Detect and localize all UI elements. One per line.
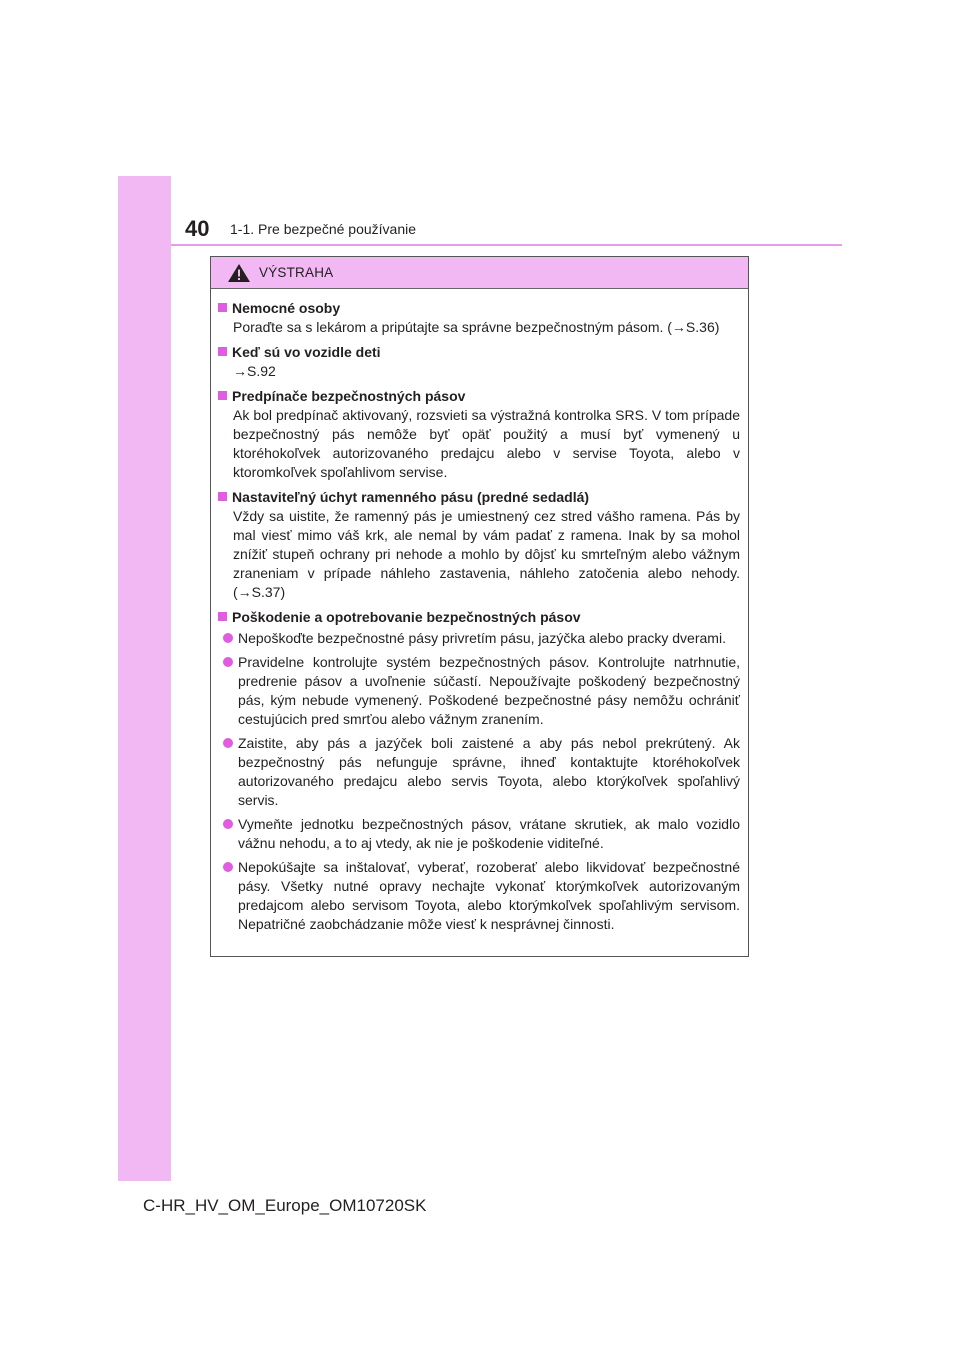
item-heading: Keď sú vo vozidle deti xyxy=(232,344,381,360)
list-item-text: Nepokúšajte sa inštalovať, vyberať, rozoberať alebo likvidovať bezpečnostné pásy. Všetky nutné opravy nechajte vykonať ktorýmkoľvek autorizovaným predajcom alebo servisom Toyota, alebo ktorýmkoľvek spoľahlivým servisom. Nepatričné zaobchádzanie môže viesť k nesprávnej činnosti. xyxy=(238,859,740,932)
section-title: 1-1. Pre bezpečné používanie xyxy=(230,221,417,237)
item-heading: Nemocné osoby xyxy=(232,300,341,316)
item-text: Poraďte sa s lekárom a pripútajte sa správne bezpečnostným pásom. (→S.36) xyxy=(233,319,720,335)
document-code: C-HR_HV_OM_Europe_OM10720SK xyxy=(143,1196,427,1215)
bullet-list xyxy=(218,629,740,934)
warning-item-pretensioners xyxy=(218,387,740,482)
square-bullet-icon xyxy=(218,492,227,501)
item-heading: Nastaviteľný úchyt ramenného pásu (predné sedadlá) xyxy=(232,489,590,505)
item-text: Ak bol predpínač aktivovaný, rozsvieti sa výstražná kontrolka SRS. V tom prípade bezpečnostný pás nemôže byť opäť použitý a musí byť vymenený u ktoréhokoľvek autorizovaného predajcu alebo v servise Toyota, alebo v ktoromkoľvek spoľahlivom servise. xyxy=(233,407,740,480)
list-item-text: Vymeňte jednotku bezpečnostných pásov, vrátane skrutiek, ak malo vozidlo vážnu nehodu, a to aj vtedy, ak nie je poškodenie viditeľné. xyxy=(238,816,740,851)
square-bullet-icon xyxy=(218,612,227,621)
chapter-sidebar-tab xyxy=(118,176,171,1181)
warning-item-sick-persons xyxy=(218,299,740,337)
round-bullet-icon xyxy=(223,819,233,829)
item-text: Vždy sa uistite, že ramenný pás je umiestnený cez stred vášho ramena. Pás by mal viesť mimo váš krk, ale nemal by vám padať z ramena. Inak by sa mohol znížiť stupeň ochrany pri nehode a mohlo by dôjsť ku smrteľným alebo vážnym zraneniam v prípade náhleho zastavenia, náhleho zatočenia alebo nehody. (→S.37) xyxy=(233,508,740,600)
warning-header xyxy=(211,257,748,289)
round-bullet-icon xyxy=(223,633,233,643)
warning-item-belt-damage xyxy=(218,608,740,934)
warning-box xyxy=(210,256,749,957)
list-item-text: Zaistite, aby pás a jazýček boli zaistené a aby pás nebol prekrútený. Ak bezpečnostný pás nefunguje správne, ihneď kontaktujte ktoréhokoľvek autorizovaného predajcu alebo servis Toyota, alebo ktorýkoľvek spoľahlivý servis. xyxy=(238,735,740,808)
list-item xyxy=(223,815,740,853)
item-text: →S.92 xyxy=(233,363,276,379)
list-item xyxy=(223,653,740,729)
warning-item-shoulder-anchor xyxy=(218,488,740,602)
square-bullet-icon xyxy=(218,391,227,400)
square-bullet-icon xyxy=(218,347,227,356)
list-item-text: Pravidelne kontrolujte systém bezpečnostných pásov. Kontrolujte natrhnutie, predrenie pásov a uvoľnenie súčastí. Nepoužívajte poškodený bezpečnostný pás, kým nebude vymenený. Poškodené bezpečnostné pásy nemôžu ochrániť cestujúcich pred smrťou alebo vážnym zranením. xyxy=(238,654,740,727)
round-bullet-icon xyxy=(223,738,233,748)
list-item xyxy=(223,858,740,934)
warning-title: VÝSTRAHA xyxy=(259,265,334,280)
header-divider xyxy=(171,244,842,246)
warning-body xyxy=(211,289,748,934)
square-bullet-icon xyxy=(218,303,227,312)
item-heading: Predpínače bezpečnostných pásov xyxy=(232,388,466,404)
warning-triangle-icon xyxy=(227,263,251,283)
item-heading: Poškodenie a opotrebovanie bezpečnostných pásov xyxy=(232,609,581,625)
warning-item-children xyxy=(218,343,740,381)
round-bullet-icon xyxy=(223,657,233,667)
list-item xyxy=(223,629,740,648)
page-number: 40 xyxy=(185,216,210,241)
round-bullet-icon xyxy=(223,862,233,872)
list-item-text: Nepoškoďte bezpečnostné pásy privretím pásu, jazýčka alebo pracky dverami. xyxy=(238,630,726,646)
list-item xyxy=(223,734,740,810)
